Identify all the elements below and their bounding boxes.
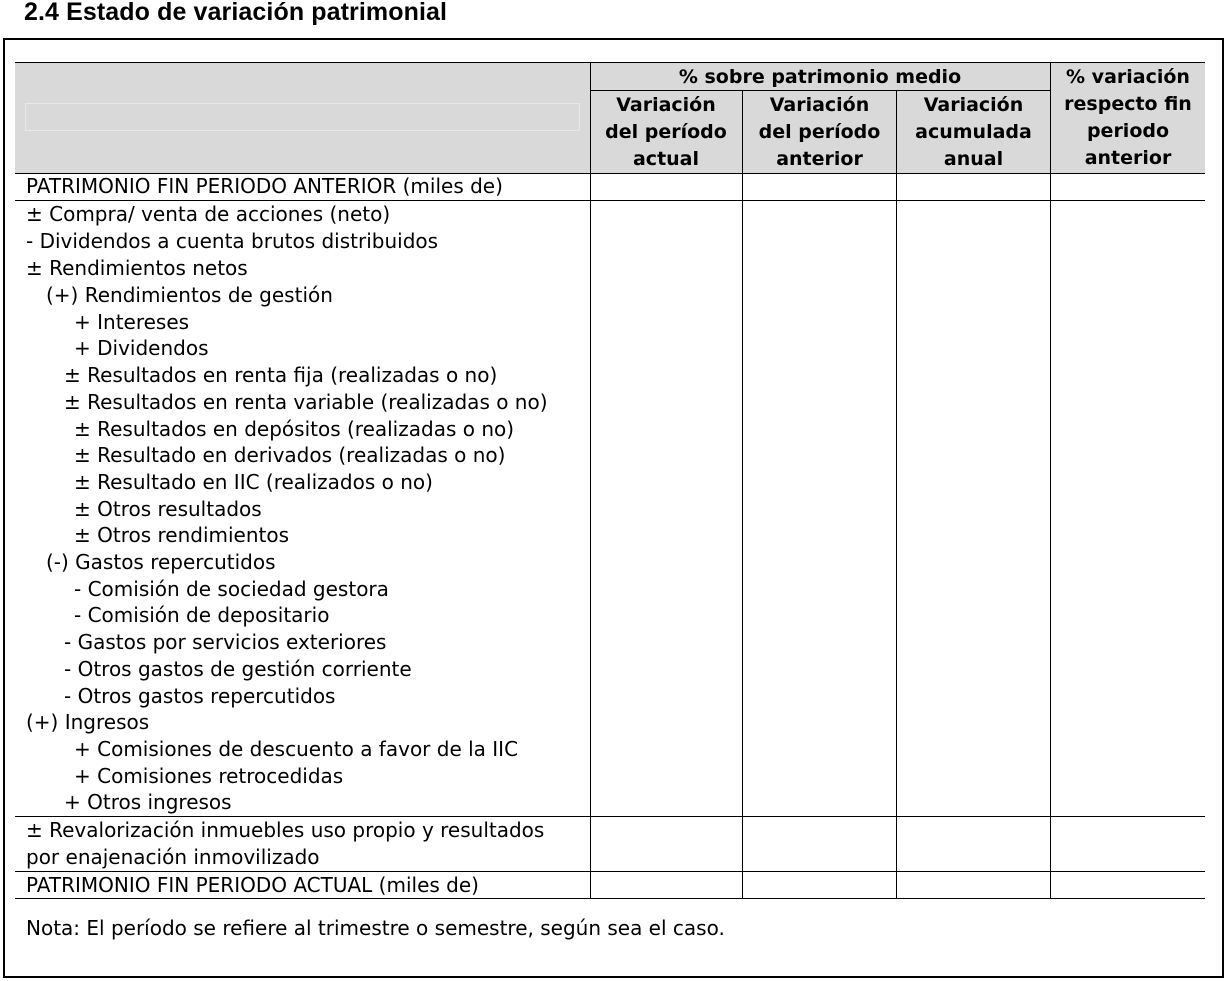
row-revalorizacion-line2: por enajenación inmovilizado (26, 845, 320, 869)
column-divider (590, 62, 591, 899)
list-item: ± Resultado en derivados (realizadas o no) (74, 443, 506, 467)
footnote: Nota: El período se refiere al trimestre o semestre, según sea el caso. (26, 916, 725, 940)
row-revalorizacion-line1: ± Revalorización inmuebles uso propio y resultados (26, 818, 545, 842)
column-divider (1050, 62, 1051, 899)
list-item: (-) Gastos repercutidos (46, 550, 276, 574)
list-item: - Gastos por servicios exteriores (64, 630, 387, 654)
list-item: - Comisión de depositario (74, 603, 330, 627)
list-item: - Otros gastos repercutidos (64, 684, 336, 708)
list-item: ± Compra/ venta de acciones (neto) (26, 202, 391, 226)
list-item: + Otros ingresos (64, 790, 232, 814)
list-item: ± Resultados en depósitos (realizadas o no) (74, 417, 515, 441)
list-item: + Dividendos (74, 336, 209, 360)
list-item: + Comisiones de descuento a favor de la IIC (74, 737, 519, 761)
list-item: ± Resultados en renta variable (realizadas o no) (64, 390, 548, 414)
row-patrimonio-actual: PATRIMONIO FIN PERIODO ACTUAL (miles de) (26, 873, 479, 897)
table-top-line (15, 62, 1205, 63)
list-item: ± Otros rendimientos (74, 523, 290, 547)
list-item: - Dividendos a cuenta brutos distribuidos (26, 229, 439, 253)
list-item: - Comisión de sociedad gestora (74, 577, 389, 601)
header-group-label: % sobre patrimonio medio (678, 66, 962, 88)
list-item: (+) Ingresos (26, 710, 150, 734)
header-col1: Variación del período actual (605, 94, 727, 170)
list-item: + Comisiones retrocedidas (74, 764, 344, 788)
list-item: + Intereses (74, 310, 190, 334)
page-title: 2.4 Estado de variación patrimonial (24, 0, 448, 26)
list-item: - Otros gastos de gestión corriente (64, 657, 412, 681)
header-blank-cell (25, 103, 580, 131)
list-item: ± Otros resultados (74, 497, 262, 521)
list-item: ± Rendimientos netos (26, 256, 248, 280)
column-divider (896, 90, 897, 899)
header-col3: Variación acumulada anual (915, 94, 1032, 170)
list-item: (+) Rendimientos de gestión (46, 283, 333, 307)
list-item: ± Resultado en IIC (realizados o no) (74, 470, 433, 494)
column-divider (742, 90, 743, 899)
list-item: ± Resultados en renta fija (realizadas o no) (64, 363, 498, 387)
row-patrimonio-anterior: PATRIMONIO FIN PERIODO ANTERIOR (miles de) (26, 174, 503, 198)
header-col4: % variación respecto fin periodo anterior (1064, 66, 1192, 169)
header-col2: Variación del período anterior (758, 94, 881, 170)
